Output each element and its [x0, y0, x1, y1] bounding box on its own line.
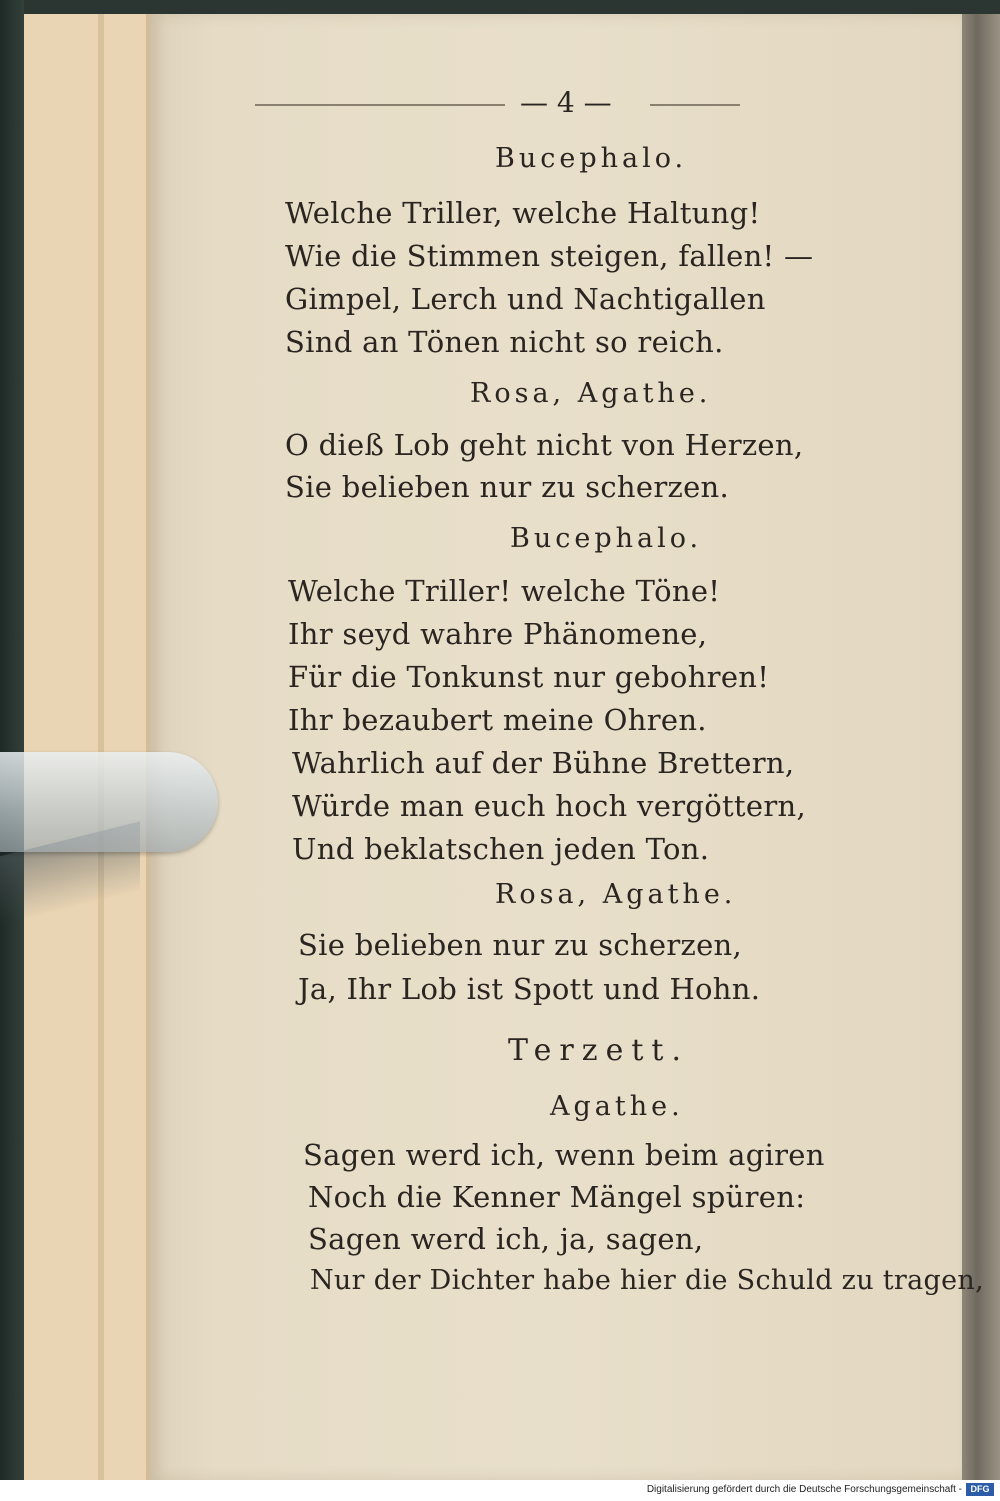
page-holder-clip: [0, 752, 218, 852]
header-rule-left: [255, 104, 505, 106]
speaker-heading: Bucephalo.: [510, 523, 703, 554]
verse-line: Sie belieben nur zu scherzen.: [285, 470, 730, 504]
speaker-heading: Rosa, Agathe.: [495, 879, 737, 910]
verse-line: Ja, Ihr Lob ist Spott und Hohn.: [298, 972, 761, 1006]
speaker-heading: Agathe.: [550, 1091, 684, 1122]
verse-line: Welche Triller! welche Töne!: [288, 574, 721, 608]
verse-line: Sagen werd ich, ja, sagen,: [308, 1222, 704, 1256]
page-number: — 4 —: [520, 86, 612, 119]
verse-line: Ihr bezaubert meine Ohren.: [288, 703, 707, 737]
header-rule-right: [650, 104, 740, 106]
verse-line: Gimpel, Lerch und Nachtigallen: [285, 282, 766, 316]
speaker-heading: Rosa, Agathe.: [470, 378, 712, 409]
verse-line: O dieß Lob geht nicht von Herzen,: [285, 428, 804, 462]
verse-line: Welche Triller, welche Haltung!: [285, 196, 761, 230]
funding-credit: Digitalisierung gefördert durch die Deutsche Forschungsgemeinschaft -: [646, 1484, 962, 1495]
verse-line: Noch die Kenner Mängel spüren:: [308, 1180, 806, 1214]
verse-line: Sie belieben nur zu scherzen,: [298, 928, 743, 962]
verse-line: Ihr seyd wahre Phänomene,: [288, 617, 708, 651]
verse-line: Und beklatschen jeden Ton.: [292, 832, 710, 866]
verse-line: Wahrlich auf der Bühne Brettern,: [292, 746, 795, 780]
speaker-heading: Bucephalo.: [495, 143, 688, 174]
section-title: Terzett.: [508, 1033, 689, 1068]
verse-line: Sind an Tönen nicht so reich.: [285, 325, 724, 359]
verse-line: Für die Tonkunst nur gebohren!: [288, 660, 770, 694]
dfg-logo: DFG: [966, 1483, 994, 1496]
verse-line: Nur der Dichter habe hier die Schuld zu tragen,: [310, 1265, 984, 1296]
verse-line: Würde man euch hoch vergöttern,: [292, 789, 807, 823]
verse-line: Sagen werd ich, wenn beim agiren: [303, 1138, 825, 1172]
verse-line: Wie die Stimmen steigen, fallen! —: [285, 239, 814, 273]
